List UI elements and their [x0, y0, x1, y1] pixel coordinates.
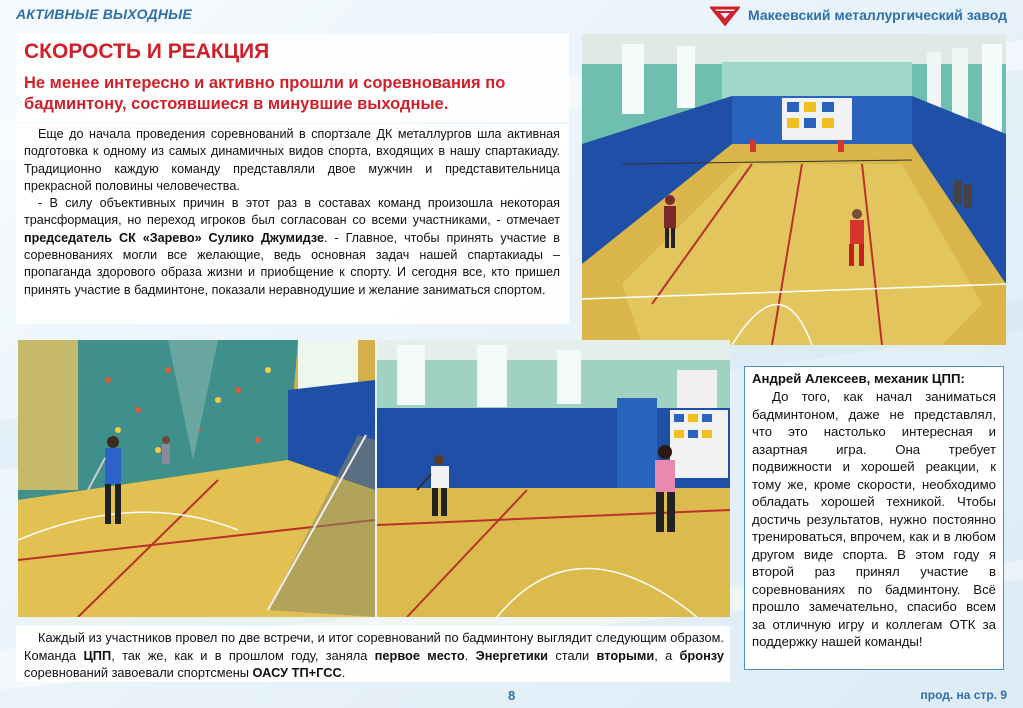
company-header	[710, 4, 1007, 26]
photo-player-climbing-wall	[18, 340, 375, 617]
results-text: , а	[654, 647, 680, 663]
paragraph-2-text-end: . - Главное, чтобы принять участие в соревнованиях могли все желающие, ведь основная задач нашей спартакиады – пропаганда здорового образа жизни и приобщение к спорту. И сегодня все, кто пришел принять участие в бадминтоне, показали неравнодушие и желание заниматься спортом.	[24, 230, 560, 297]
article-title: СКОРОСТЬ И РЕАКЦИЯ	[24, 40, 270, 63]
page-number: 8	[508, 688, 516, 703]
results-text: стали	[548, 647, 597, 663]
photo-gym-match	[582, 34, 1006, 345]
chairman-name: председатель СК «Зарево» Сулико Джумидзе	[24, 230, 324, 245]
paragraph-2	[24, 195, 560, 299]
article-body	[24, 126, 560, 299]
article-subtitle: Не менее интересно и активно прошли и соревнования по бадминтону, состоявшиеся в минувшие выходные.	[24, 74, 506, 113]
results-text: .	[464, 647, 476, 663]
bronze: бронзу	[679, 647, 724, 663]
paragraph-2-text: - В силу объективных причин в этот раз в составах команд произошла некоторая трансформация, но переход игроков был согласован со всеми участниками, - отмечает	[24, 196, 560, 228]
results-text: .	[341, 665, 346, 681]
quote-text: До того, как начал заниматься бадминтоном, даже не представлял, что это настолько интересная и азартная игра. Она требует подвижности и хорошей реакции, к тому же, кроме скорости, необходимо обладать хорошей техникой. Чтобы достичь результатов, нужно постоянно тренироваться, впрочем, как и в любом другом виде спорта. В этом году я второй раз принял участие в соревнованиях по бадминтону. Всё прошло замечательно, спасибо всем за отличную игру и коллегам ОТК за поддержку нашей команды!	[752, 389, 996, 649]
company-logo-icon	[710, 4, 740, 26]
second-place: вторыми	[596, 647, 655, 663]
company-name: Макеевский металлургический завод	[747, 7, 1007, 23]
results-paragraph	[24, 629, 724, 682]
continued-link[interactable]: прод. на стр. 9	[920, 688, 1007, 702]
team-energetiki: Энергетики	[475, 647, 549, 663]
results-text: Каждый из участников провел по две встречи, и итог соревнований по бадминтону выглядит следующим образом. Команда	[24, 630, 724, 663]
paragraph-1: Еще до начала проведения соревнований в спортзале ДК металлургов шла активная подготовка к одному из самых динамичных видов спорта, входящих в нашу спартакиаду. Традиционно каждую команду представляли двое мужчин и представительница прекрасной половины человечества.	[24, 127, 560, 193]
photo-gym-players	[377, 340, 730, 617]
results-text: соревнований завоевали спортсмены	[24, 665, 253, 681]
section-title: АКТИВНЫЕ ВЫХОДНЫЕ	[16, 6, 192, 22]
quote-author: Андрей Алексеев, механик ЦПП:	[752, 371, 965, 386]
team-cpp: ЦПП	[83, 647, 112, 663]
team-oasu: ОАСУ ТП+ГСС	[252, 665, 342, 681]
results-text: , так же, как и в прошлом году, заняла	[111, 647, 375, 663]
first-place: первое место	[374, 647, 465, 663]
